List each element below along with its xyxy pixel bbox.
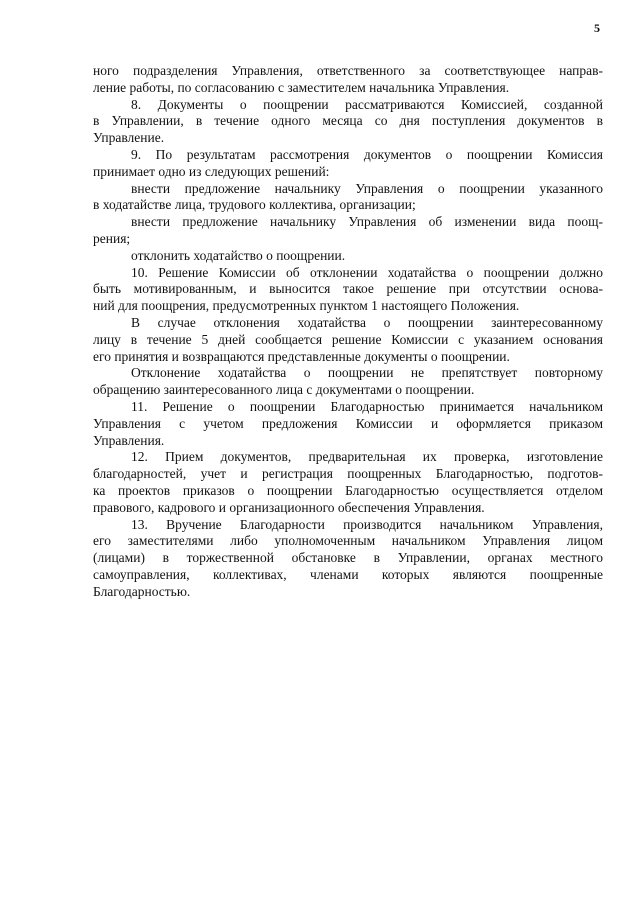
text-line: быть мотивированным, и выносится такое решение при отсутствии основа-	[93, 281, 603, 297]
text-line: принимает одно из следующих решений:	[93, 163, 330, 179]
text-line: внести предложение начальнику Управления о поощрении указанного	[131, 180, 603, 196]
text-line: Управление.	[93, 130, 165, 146]
text-line: В случае отклонения ходатайства о поощрении заинтересованному	[131, 314, 603, 330]
text-line: внести предложение начальнику Управления об изменении вида поощ-	[131, 214, 603, 230]
text-line: Отклонение ходатайства о поощрении не препятствует повторному	[131, 365, 603, 381]
text-line: отклонить ходатайство о поощрении.	[131, 247, 346, 263]
text-line: Управления с учетом предложения Комиссии и оформляется приказом	[93, 415, 603, 431]
text-line: обращению заинтересованного лица с документами о поощрении.	[93, 382, 475, 398]
document-body	[93, 63, 603, 601]
text-line: лицу в течение 5 дней сообщается решение Комиссии с указанием основания	[93, 331, 603, 347]
text-line: в ходатайстве лица, трудового коллектива, организации;	[93, 197, 416, 213]
text-line: ление работы, по согласованию с заместителем начальника Управления.	[93, 79, 510, 95]
text-line: (лицами) в торжественной обстановке в Управлении, органах местного	[93, 550, 603, 566]
text-line: самоуправления, коллективах, членами которых являются поощренные	[93, 566, 603, 582]
text-line: ного подразделения Управления, ответственного за соответствующее направ-	[93, 63, 603, 78]
text-line: Благодарностью.	[93, 583, 191, 599]
page-number: 5	[594, 21, 600, 35]
text-line: 11. Решение о поощрении Благодарностью принимается начальником	[131, 398, 603, 414]
text-line: рения;	[93, 230, 131, 246]
text-line: ний для поощрения, предусмотренных пунктом 1 настоящего Положения.	[93, 298, 520, 314]
text-line: его принятия и возвращаются представленные документы о поощрении.	[93, 348, 510, 364]
text-line: его заместителями либо уполномоченным начальником Управления лицом	[93, 533, 603, 549]
text-line: 13. Вручение Благодарности производится начальником Управления,	[131, 516, 603, 532]
text-line: в Управлении, в течение одного месяца со дня поступления документов в	[93, 113, 603, 129]
text-line: 12. Прием документов, предварительная их проверка, изготовление	[131, 449, 603, 465]
text-line: 10. Решение Комиссии об отклонении ходатайства о поощрении должно	[131, 264, 603, 280]
text-line: ка проектов приказов о поощрении Благодарностью осуществляется отделом	[93, 482, 603, 498]
text-line: правового, кадрового и организационного обеспечения Управления.	[93, 499, 485, 515]
text-line: благодарностей, учет и регистрация поощренных Благодарностью, подготов-	[93, 466, 603, 482]
text-line: 9. По результатам рассмотрения документов о поощрении Комиссия	[131, 146, 603, 162]
text-line: 8. Документы о поощрении рассматриваются Комиссией, созданной	[131, 96, 603, 112]
text-line: Управления.	[93, 432, 165, 448]
